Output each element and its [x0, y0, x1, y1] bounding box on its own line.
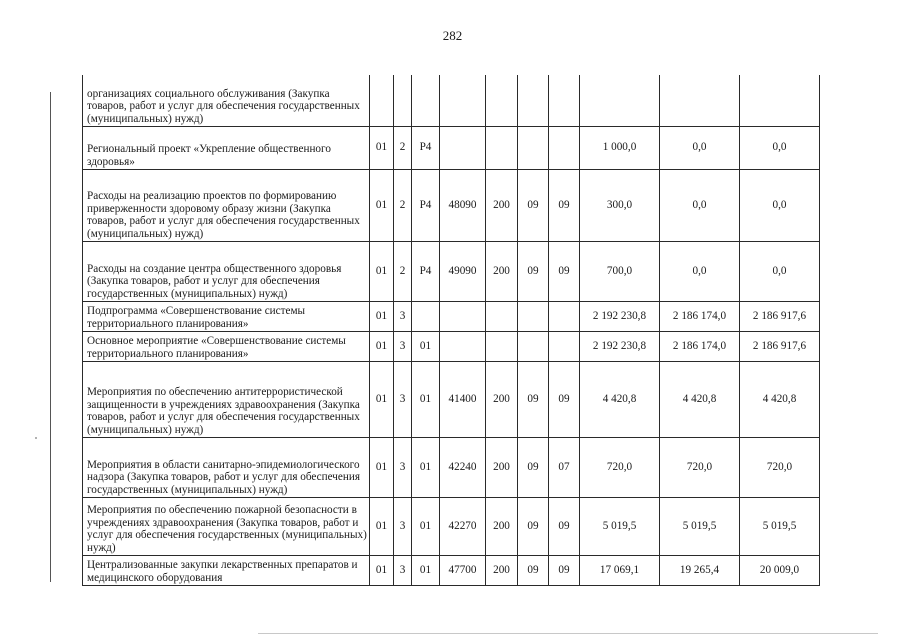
cell-expense-type: [486, 75, 518, 126]
cell-expense-type: [486, 331, 518, 361]
cell-section: [518, 126, 549, 169]
cell-program: 01: [370, 241, 394, 301]
cell-program: 01: [370, 361, 394, 437]
cell-subsection: 09: [549, 241, 580, 301]
cell-section: 09: [518, 555, 549, 585]
table-row: [83, 126, 820, 169]
cell-year1: 4 420,8: [580, 361, 660, 437]
table-row: [83, 437, 820, 497]
scan-artifact-dot: [35, 437, 37, 439]
cell-section: [518, 301, 549, 331]
cell-subsection: [549, 75, 580, 126]
row-name: Мероприятия в области санитарно-эпидемиологического надзора (Закупка товаров, работ и услуг для обеспечения государственных (муниципальных) нужд): [83, 437, 370, 497]
budget-table: [82, 75, 820, 586]
cell-subprogram: 3: [394, 437, 412, 497]
cell-year3: [740, 75, 820, 126]
cell-direction: 48090: [440, 169, 486, 241]
cell-expense-type: [486, 301, 518, 331]
cell-year1: 17 069,1: [580, 555, 660, 585]
cell-year1: 700,0: [580, 241, 660, 301]
cell-year1: 300,0: [580, 169, 660, 241]
cell-year1: 720,0: [580, 437, 660, 497]
cell-year1: 2 192 230,8: [580, 331, 660, 361]
cell-event: 01: [412, 497, 440, 555]
cell-event: P4: [412, 126, 440, 169]
cell-section: [518, 75, 549, 126]
cell-direction: [440, 75, 486, 126]
cell-direction: 47700: [440, 555, 486, 585]
cell-expense-type: 200: [486, 361, 518, 437]
row-name: Мероприятия по обеспечению пожарной безопасности в учреждениях здравоохранения (Закупка товаров, работ и услуг для обеспечения государственных (муниципальных) нужд): [83, 497, 370, 555]
cell-year3: 0,0: [740, 241, 820, 301]
table-row: [83, 497, 820, 555]
cell-year1: 2 192 230,8: [580, 301, 660, 331]
cell-program: 01: [370, 169, 394, 241]
cell-program: 01: [370, 126, 394, 169]
cell-section: 09: [518, 169, 549, 241]
cell-subsection: 09: [549, 361, 580, 437]
cell-year3: 20 009,0: [740, 555, 820, 585]
cell-program: 01: [370, 437, 394, 497]
cell-event: [412, 75, 440, 126]
cell-year3: 0,0: [740, 126, 820, 169]
row-name: Основное мероприятие «Совершенствование системы территориального планирования»: [83, 331, 370, 361]
row-name: Мероприятия по обеспечению антитеррористической защищенности в учреждениях здравоохранения (Закупка товаров, работ и услуг для обеспечения государственных (муниципальных) нужд): [83, 361, 370, 437]
cell-year2: 4 420,8: [660, 361, 740, 437]
cell-expense-type: 200: [486, 497, 518, 555]
cell-year2: 2 186 174,0: [660, 331, 740, 361]
cell-year1: [580, 75, 660, 126]
cell-section: 09: [518, 437, 549, 497]
cell-year3: 2 186 917,6: [740, 301, 820, 331]
table-row: [83, 169, 820, 241]
cell-year2: 19 265,4: [660, 555, 740, 585]
cell-event: P4: [412, 241, 440, 301]
cell-direction: 41400: [440, 361, 486, 437]
cell-program: 01: [370, 555, 394, 585]
scan-artifact-line: [50, 92, 51, 582]
row-name: Подпрограмма «Совершенствование системы территориального планирования»: [83, 301, 370, 331]
cell-year3: 4 420,8: [740, 361, 820, 437]
cell-event: 01: [412, 361, 440, 437]
row-name: Централизованные закупки лекарственных препаратов и медицинского оборудования: [83, 555, 370, 585]
cell-expense-type: 200: [486, 169, 518, 241]
scan-artifact-line: [258, 633, 878, 634]
cell-year2: 0,0: [660, 241, 740, 301]
cell-direction: [440, 331, 486, 361]
cell-year2: 5 019,5: [660, 497, 740, 555]
cell-year2: 720,0: [660, 437, 740, 497]
cell-subsection: [549, 331, 580, 361]
cell-subsection: 09: [549, 169, 580, 241]
cell-subprogram: 3: [394, 497, 412, 555]
cell-section: 09: [518, 241, 549, 301]
cell-subprogram: 2: [394, 241, 412, 301]
cell-expense-type: 200: [486, 241, 518, 301]
row-name: Расходы на реализацию проектов по формированию приверженности здоровому образу жизни (Закупка товаров, работ и услуг для обеспечения государственных (муниципальных) нужд): [83, 169, 370, 241]
table-row: [83, 361, 820, 437]
cell-program: [370, 75, 394, 126]
cell-direction: [440, 126, 486, 169]
cell-program: 01: [370, 331, 394, 361]
cell-subsection: [549, 126, 580, 169]
cell-year3: 0,0: [740, 169, 820, 241]
cell-subprogram: 3: [394, 555, 412, 585]
cell-section: [518, 331, 549, 361]
cell-year3: 2 186 917,6: [740, 331, 820, 361]
cell-expense-type: 200: [486, 555, 518, 585]
cell-direction: 42270: [440, 497, 486, 555]
cell-year3: 720,0: [740, 437, 820, 497]
cell-direction: 49090: [440, 241, 486, 301]
cell-subsection: 07: [549, 437, 580, 497]
table-row: [83, 555, 820, 585]
cell-subprogram: 3: [394, 331, 412, 361]
row-name: Расходы на создание центра общественного здоровья (Закупка товаров, работ и услуг для обеспечения государственных (муниципальных) нужд): [83, 241, 370, 301]
row-name: организациях социального обслуживания (Закупка товаров, работ и услуг для обеспечения государственных (муниципальных) нужд): [83, 75, 370, 126]
cell-year3: 5 019,5: [740, 497, 820, 555]
cell-expense-type: [486, 126, 518, 169]
cell-year2: 0,0: [660, 169, 740, 241]
cell-program: 01: [370, 497, 394, 555]
cell-year2: 0,0: [660, 126, 740, 169]
cell-year2: 2 186 174,0: [660, 301, 740, 331]
cell-subsection: [549, 301, 580, 331]
cell-year2: [660, 75, 740, 126]
table-row: [83, 241, 820, 301]
cell-expense-type: 200: [486, 437, 518, 497]
cell-event: P4: [412, 169, 440, 241]
cell-subprogram: 3: [394, 301, 412, 331]
cell-subsection: 09: [549, 497, 580, 555]
table-row: [83, 75, 820, 126]
cell-subprogram: [394, 75, 412, 126]
page-number: 282: [442, 28, 463, 43]
cell-subprogram: 2: [394, 169, 412, 241]
cell-section: 09: [518, 361, 549, 437]
cell-direction: 42240: [440, 437, 486, 497]
cell-subprogram: 3: [394, 361, 412, 437]
cell-year1: 1 000,0: [580, 126, 660, 169]
row-name: Региональный проект «Укрепление общественного здоровья»: [83, 126, 370, 169]
table-row: [83, 331, 820, 361]
cell-section: 09: [518, 497, 549, 555]
cell-event: 01: [412, 437, 440, 497]
cell-subsection: 09: [549, 555, 580, 585]
cell-subprogram: 2: [394, 126, 412, 169]
cell-direction: [440, 301, 486, 331]
cell-event: 01: [412, 555, 440, 585]
table-row: [83, 301, 820, 331]
cell-event: [412, 301, 440, 331]
cell-program: 01: [370, 301, 394, 331]
cell-event: 01: [412, 331, 440, 361]
cell-year1: 5 019,5: [580, 497, 660, 555]
